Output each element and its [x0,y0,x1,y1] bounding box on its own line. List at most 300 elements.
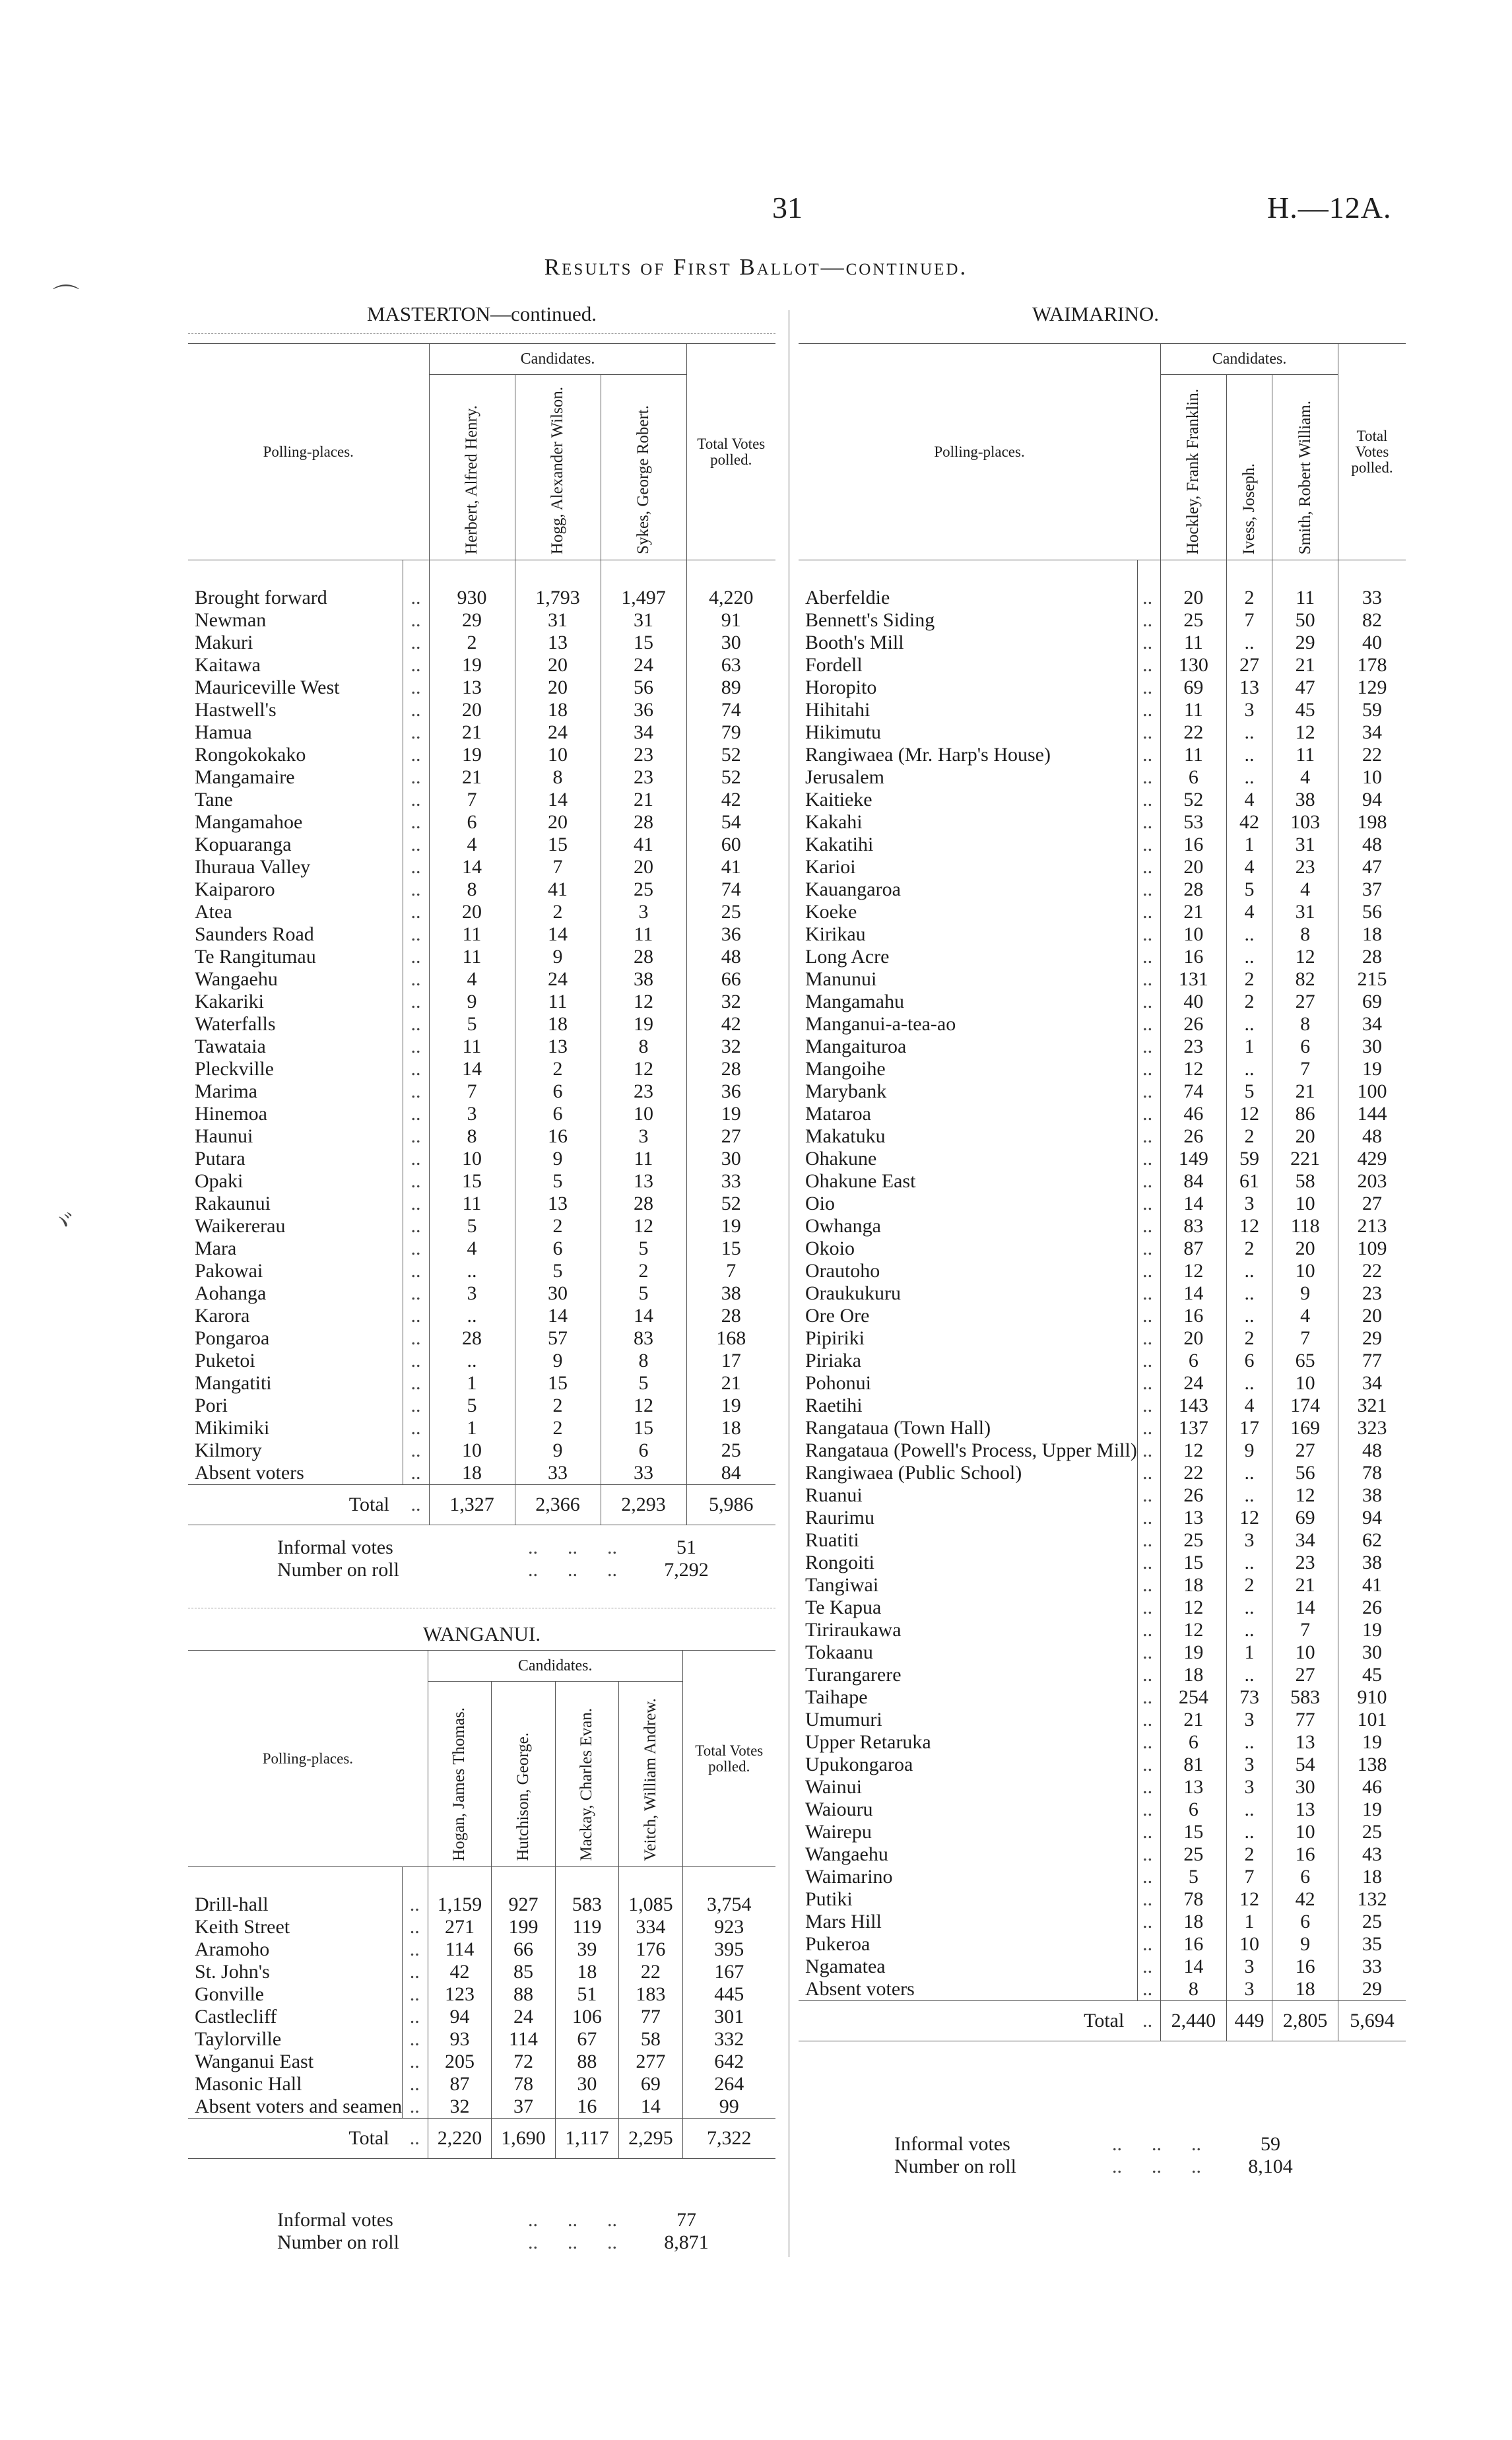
votes-cell: 7 [1272,1058,1338,1080]
margin-mark: ⌒ [53,283,79,313]
votes-cell: 5 [601,1372,686,1395]
total-votes-cell: 35 [1338,1933,1406,1956]
votes-cell: .. [1226,766,1272,789]
total-votes-header: Total Votes polled. [1338,344,1406,560]
votes-cell: .. [1226,946,1272,968]
polling-place-name: Makuri [188,632,403,654]
waimarino-stats: Informal votes .. .. .. 59 Number on roll .. .. .. 8,104 [894,2133,1356,2178]
table-row [799,1013,1406,1036]
table-row [188,1282,775,1305]
table-row [799,1641,1406,1664]
votes-cell: 27 [1272,991,1338,1013]
polling-place-name: Absent voters [799,1978,1137,2001]
leader-dots: .. [1142,1754,1153,1775]
votes-cell: 10 [1226,1933,1272,1956]
leader-dots: .. [409,2006,420,2028]
votes-cell: 14 [429,856,515,878]
votes-cell: 10 [601,1103,686,1125]
votes-cell: 11 [1272,560,1338,610]
polling-place-name: Hastwell's [188,699,403,721]
polling-place-name: Mangatiti [188,1372,403,1395]
leader-dots: .. [1142,1036,1153,1057]
votes-cell: 4 [1226,789,1272,811]
total-votes-cell: 94 [1338,1507,1406,1529]
votes-cell: 13 [515,1036,601,1058]
votes-cell: 1 [1226,1036,1272,1058]
votes-cell: 27 [1272,1664,1338,1686]
leader-dots: .. [1142,1170,1153,1192]
table-row [188,1916,775,1938]
polling-place-name: Putara [188,1148,403,1170]
votes-cell: 12 [1272,721,1338,744]
votes-cell: 87 [1161,1237,1227,1260]
polling-place-name: Ore Ore [799,1305,1137,1327]
candidate-name: Hockley, Frank Franklin. [1184,388,1202,554]
masterton-title: MASTERTON—continued. [366,302,597,325]
polling-place-name: Absent voters [188,1462,403,1485]
votes-cell: 1 [429,1417,515,1439]
votes-cell: 21 [601,789,686,811]
total-votes-cell: 19 [1338,1619,1406,1641]
votes-cell: 10 [429,1148,515,1170]
total-votes-cell: 25 [686,1439,775,1462]
votes-cell: 3 [1226,1529,1272,1552]
votes-cell: 5 [429,1215,515,1237]
votes-cell: 7 [429,1080,515,1103]
votes-cell: 94 [428,2006,491,2028]
table-row [188,2095,775,2119]
total-votes-cell: 25 [1338,1911,1406,1933]
votes-cell: 3 [1226,1193,1272,1215]
table-row [188,2073,775,2095]
votes-cell: 11 [1161,632,1227,654]
votes-cell: 20 [1272,1237,1338,1260]
leader-dots: .. [411,1103,421,1125]
votes-cell: 3 [429,1103,515,1125]
votes-cell: 27 [1272,1439,1338,1462]
total-votes-cell: 89 [686,676,775,699]
votes-cell: 4 [1226,901,1272,923]
votes-cell: 11 [601,1148,686,1170]
table-row [188,766,775,789]
polling-places-header: Polling-places. [188,1651,428,1867]
votes-cell: 6 [429,811,515,834]
table-row [799,1439,1406,1462]
votes-cell: 2 [1226,991,1272,1013]
votes-cell: 18 [429,1462,515,1485]
votes-cell: 334 [619,1916,682,1938]
votes-cell: 18 [1161,1664,1227,1686]
polling-place-name: Haunui [188,1125,403,1148]
polling-place-name: Upukongaroa [799,1754,1137,1776]
total-row [188,1485,775,1525]
votes-cell: 11 [1161,744,1227,766]
votes-cell: 59 [1226,1148,1272,1170]
table-row [799,1754,1406,1776]
leader-dots: .. [1142,1529,1153,1551]
total-votes-cell: 48 [1338,1439,1406,1462]
leader-dots: .. [411,1125,421,1147]
table-row [188,991,775,1013]
total-votes-cell: 79 [686,721,775,744]
total-votes-cell: 30 [1338,1036,1406,1058]
votes-cell: 12 [601,991,686,1013]
votes-cell: 149 [1161,1148,1227,1170]
leader-dots: .. [411,1327,421,1349]
votes-cell: 69 [1272,1507,1338,1529]
total-votes-cell: 54 [686,811,775,834]
votes-cell: 66 [492,1938,555,1961]
leader-dots: .. [411,878,421,900]
votes-cell: 10 [1161,923,1227,946]
table-row [799,991,1406,1013]
votes-cell: 13 [1272,1731,1338,1754]
votes-cell: 21 [429,721,515,744]
total-votes-cell: 29 [1338,1978,1406,2001]
table-row [799,811,1406,834]
polling-place-name: Ruanui [799,1484,1137,1507]
total-votes-cell: 429 [1338,1148,1406,1170]
polling-place-name: Waimarino [799,1866,1137,1888]
informal-votes-label: Informal votes [277,2209,393,2231]
votes-cell: 10 [1272,1193,1338,1215]
votes-cell: 12 [601,1395,686,1417]
leader-dots: .. [1142,856,1153,878]
votes-cell: 20 [1161,856,1227,878]
polling-place-name: Hamua [188,721,403,744]
votes-cell: 14 [619,2095,682,2119]
total-votes-cell: 34 [1338,1372,1406,1395]
total-votes-cell: 23 [1338,1282,1406,1305]
votes-cell: 3 [601,1125,686,1148]
total-votes-cell: 38 [1338,1484,1406,1507]
table-row [188,560,775,610]
leader-dots: .. [1142,1731,1153,1753]
total-value: 2,220 [428,2119,491,2159]
leader-dots: .. [1142,1439,1153,1461]
total-votes-cell: 198 [1338,811,1406,834]
votes-cell: 73 [1226,1686,1272,1709]
total-votes-cell: 48 [686,946,775,968]
leader-dots: .. [409,1961,420,1983]
table-row [799,1821,1406,1843]
leader-dots: .. [1142,1484,1153,1506]
total-votes-cell: 321 [1338,1395,1406,1417]
total-value: 2,805 [1272,2001,1338,2041]
leader-dots: .. [1142,1327,1153,1349]
polling-place-name: Makatuku [799,1125,1137,1148]
votes-cell: 22 [1161,721,1227,744]
table-row [188,1305,775,1327]
total-votes-cell: 30 [686,1148,775,1170]
votes-cell: 53 [1161,811,1227,834]
total-votes-cell: 33 [1338,560,1406,610]
votes-cell: 18 [1161,1574,1227,1597]
table-row [188,834,775,856]
votes-cell: .. [1226,1597,1272,1619]
votes-cell: 8 [429,878,515,901]
polling-place-name: Karora [188,1305,403,1327]
number-on-roll-label: Number on roll [894,2156,1016,2177]
total-votes-cell: 19 [686,1215,775,1237]
votes-cell: 5 [429,1013,515,1036]
votes-cell: 5 [601,1237,686,1260]
polling-place-name: Mars Hill [799,1911,1137,1933]
votes-cell: 41 [601,834,686,856]
leader-dots: .. [409,2095,420,2117]
leader-dots: .. [411,1462,421,1484]
votes-cell: 15 [515,834,601,856]
votes-cell: 15 [1161,1821,1227,1843]
votes-cell: 174 [1272,1395,1338,1417]
votes-cell: 29 [1272,632,1338,654]
votes-cell: 58 [619,2028,682,2051]
table-row [799,1350,1406,1372]
table-row [188,744,775,766]
votes-cell: 2 [1226,1843,1272,1866]
polling-place-name: Mara [188,1237,403,1260]
votes-cell: 14 [515,1305,601,1327]
votes-cell: 16 [1272,1956,1338,1978]
polling-place-name: Rangataua (Town Hall) [799,1417,1137,1439]
leader-dots: .. [403,2119,428,2159]
table-row [799,968,1406,991]
total-votes-cell: 27 [686,1125,775,1148]
polling-place-name: Mangamahu [799,991,1137,1013]
total-votes-cell: 203 [1338,1170,1406,1193]
total-votes-cell: 48 [1338,1125,1406,1148]
total-votes-cell: 264 [682,2073,775,2095]
votes-cell: 927 [492,1867,555,1917]
votes-cell: 5 [601,1282,686,1305]
table-row [799,1574,1406,1597]
table-row [799,1125,1406,1148]
votes-cell: 20 [515,676,601,699]
polling-place-name: Horopito [799,676,1137,699]
votes-cell: 7 [429,789,515,811]
total-votes-cell: 19 [686,1103,775,1125]
polling-place-name: Booth's Mill [799,632,1137,654]
votes-cell: 20 [515,654,601,676]
votes-cell: 2 [515,1395,601,1417]
votes-cell: 11 [429,923,515,946]
leader-dots: .. [409,1916,420,1938]
leader-dots: .. [1142,766,1153,788]
votes-cell: 56 [601,676,686,699]
votes-cell: 9 [515,1439,601,1462]
polling-place-name: Wangaehu [799,1843,1137,1866]
polling-place-name: Ruatiti [799,1529,1137,1552]
leader-dots: .. [1142,1103,1153,1125]
table-row [188,878,775,901]
votes-cell: 19 [1161,1641,1227,1664]
votes-cell: 17 [1226,1417,1272,1439]
table-row [188,1417,775,1439]
votes-cell: 12 [1161,1619,1227,1641]
total-votes-cell: 30 [686,632,775,654]
table-row [188,901,775,923]
polling-place-name: Umumuri [799,1709,1137,1731]
votes-cell: 205 [428,2051,491,2073]
polling-place-name: Mangamaire [188,766,403,789]
total-value: 2,440 [1161,2001,1227,2041]
votes-cell: 40 [1161,991,1227,1013]
number-on-roll-label: Number on roll [277,1559,399,1581]
candidate-name: Herbert, Alfred Henry. [463,405,480,554]
total-votes-cell: 46 [1338,1776,1406,1798]
total-value: 2,366 [515,1485,601,1525]
total-label: Total [799,2001,1137,2041]
votes-cell: 81 [1161,1754,1227,1776]
waimarino-title: WAIMARINO. [1032,302,1159,325]
votes-cell: 4 [429,834,515,856]
total-votes-cell: 19 [1338,1798,1406,1821]
table-row [799,1956,1406,1978]
leader-dots: .. [1142,676,1153,698]
total-votes-cell: 52 [686,744,775,766]
table-row [799,1036,1406,1058]
votes-cell: 39 [555,1938,618,1961]
leader-dots: .. [411,632,421,653]
votes-cell: 47 [1272,676,1338,699]
votes-cell: 9 [515,1148,601,1170]
votes-cell: 12 [1161,1597,1227,1619]
total-votes-cell: 32 [686,991,775,1013]
votes-cell: .. [1226,1664,1272,1686]
votes-cell: 72 [492,2051,555,2073]
table-row [188,721,775,744]
polling-place-name: Wangaehu [188,968,403,991]
table-row [188,1439,775,1462]
votes-cell: 3 [1226,1754,1272,1776]
polling-place-name: Waikererau [188,1215,403,1237]
leader-dots: .. [1142,1215,1153,1237]
votes-cell: 13 [515,632,601,654]
votes-cell: 9 [429,991,515,1013]
votes-cell: 23 [601,744,686,766]
leader-dots: .. [1142,744,1153,766]
votes-cell: 86 [1272,1103,1338,1125]
leader-dots: .. [411,968,421,990]
table-row [799,1507,1406,1529]
polling-place-name: Raurimu [799,1507,1137,1529]
leader-dots: .. [1142,968,1153,990]
table-row [188,1058,775,1080]
votes-cell: .. [429,1260,515,1282]
leader-dots: .. [411,1350,421,1371]
votes-cell: 25 [1161,1529,1227,1552]
votes-cell: 221 [1272,1148,1338,1170]
table-row [188,1372,775,1395]
votes-cell: 12 [1161,1260,1227,1282]
leader-dots: .. [1142,1058,1153,1080]
table-row [799,654,1406,676]
polling-place-name: Pohonui [799,1372,1137,1395]
table-row [799,1597,1406,1619]
votes-cell: 12 [601,1058,686,1080]
votes-cell: 6 [601,1439,686,1462]
leader-dots: .. [411,1372,421,1394]
votes-cell: 16 [1272,1843,1338,1866]
candidates-header: Candidates. [1161,344,1338,375]
total-votes-cell: 36 [686,1080,775,1103]
votes-cell: 31 [515,609,601,632]
votes-cell: 50 [1272,609,1338,632]
total-votes-cell: 38 [1338,1552,1406,1574]
polling-place-name: Taihape [799,1686,1137,1709]
leader-dots: .. [1142,1821,1153,1843]
votes-cell: 83 [601,1327,686,1350]
waimarino-results-table [799,343,1406,2041]
votes-cell: 2 [515,1058,601,1080]
leader-dots: .. [1142,1911,1153,1932]
votes-cell: 14 [429,1058,515,1080]
leader-dots: .. [1142,1574,1153,1596]
number-on-roll-label: Number on roll [277,2231,399,2253]
table-row [188,1103,775,1125]
total-votes-cell: 109 [1338,1237,1406,1260]
table-row [799,878,1406,901]
votes-cell: 16 [1161,1933,1227,1956]
votes-cell: 10 [1272,1260,1338,1282]
polling-place-name: Castlecliff [188,2006,403,2028]
table-row [799,1395,1406,1417]
table-row [188,1215,775,1237]
candidate-name: Hutchison, George. [513,1732,532,1861]
total-votes-cell: 41 [686,856,775,878]
votes-cell: 20 [1161,1327,1227,1350]
votes-cell: 93 [428,2028,491,2051]
votes-cell: 20 [429,699,515,721]
votes-cell: 20 [1161,560,1227,610]
votes-cell: 9 [1272,1933,1338,1956]
polling-place-name: Opaki [188,1170,403,1193]
wanganui-results-table [188,1650,775,2159]
table-row [799,1305,1406,1327]
votes-cell: .. [1226,1731,1272,1754]
total-votes-cell: 78 [1338,1462,1406,1484]
table-row [799,1843,1406,1866]
votes-cell: 28 [601,946,686,968]
total-votes-cell: 215 [1338,968,1406,991]
table-row [188,1260,775,1282]
votes-cell: 11 [515,991,601,1013]
table-row [188,1350,775,1372]
wanganui-title: WANGANUI. [422,1622,541,1645]
total-votes-cell: 923 [682,1916,775,1938]
votes-cell: 38 [1272,789,1338,811]
polling-place-name: Kirikau [799,923,1137,946]
votes-cell: 583 [1272,1686,1338,1709]
votes-cell: 24 [515,968,601,991]
total-votes-cell: 332 [682,2028,775,2051]
votes-cell: 4 [429,968,515,991]
votes-cell: 1 [1226,1911,1272,1933]
total-votes-cell: 910 [1338,1686,1406,1709]
votes-cell: 119 [555,1916,618,1938]
votes-cell: 137 [1161,1417,1227,1439]
votes-cell: 2 [515,901,601,923]
votes-cell: .. [429,1350,515,1372]
votes-cell: 25 [601,878,686,901]
total-label: Total [188,2119,403,2159]
votes-cell: 9 [1272,1282,1338,1305]
leader-dots: .. [411,834,421,855]
table-row [799,560,1406,610]
total-votes-cell: 20 [1338,1305,1406,1327]
table-row [799,1731,1406,1754]
candidate-name: Hogan, James Thomas. [450,1707,469,1861]
